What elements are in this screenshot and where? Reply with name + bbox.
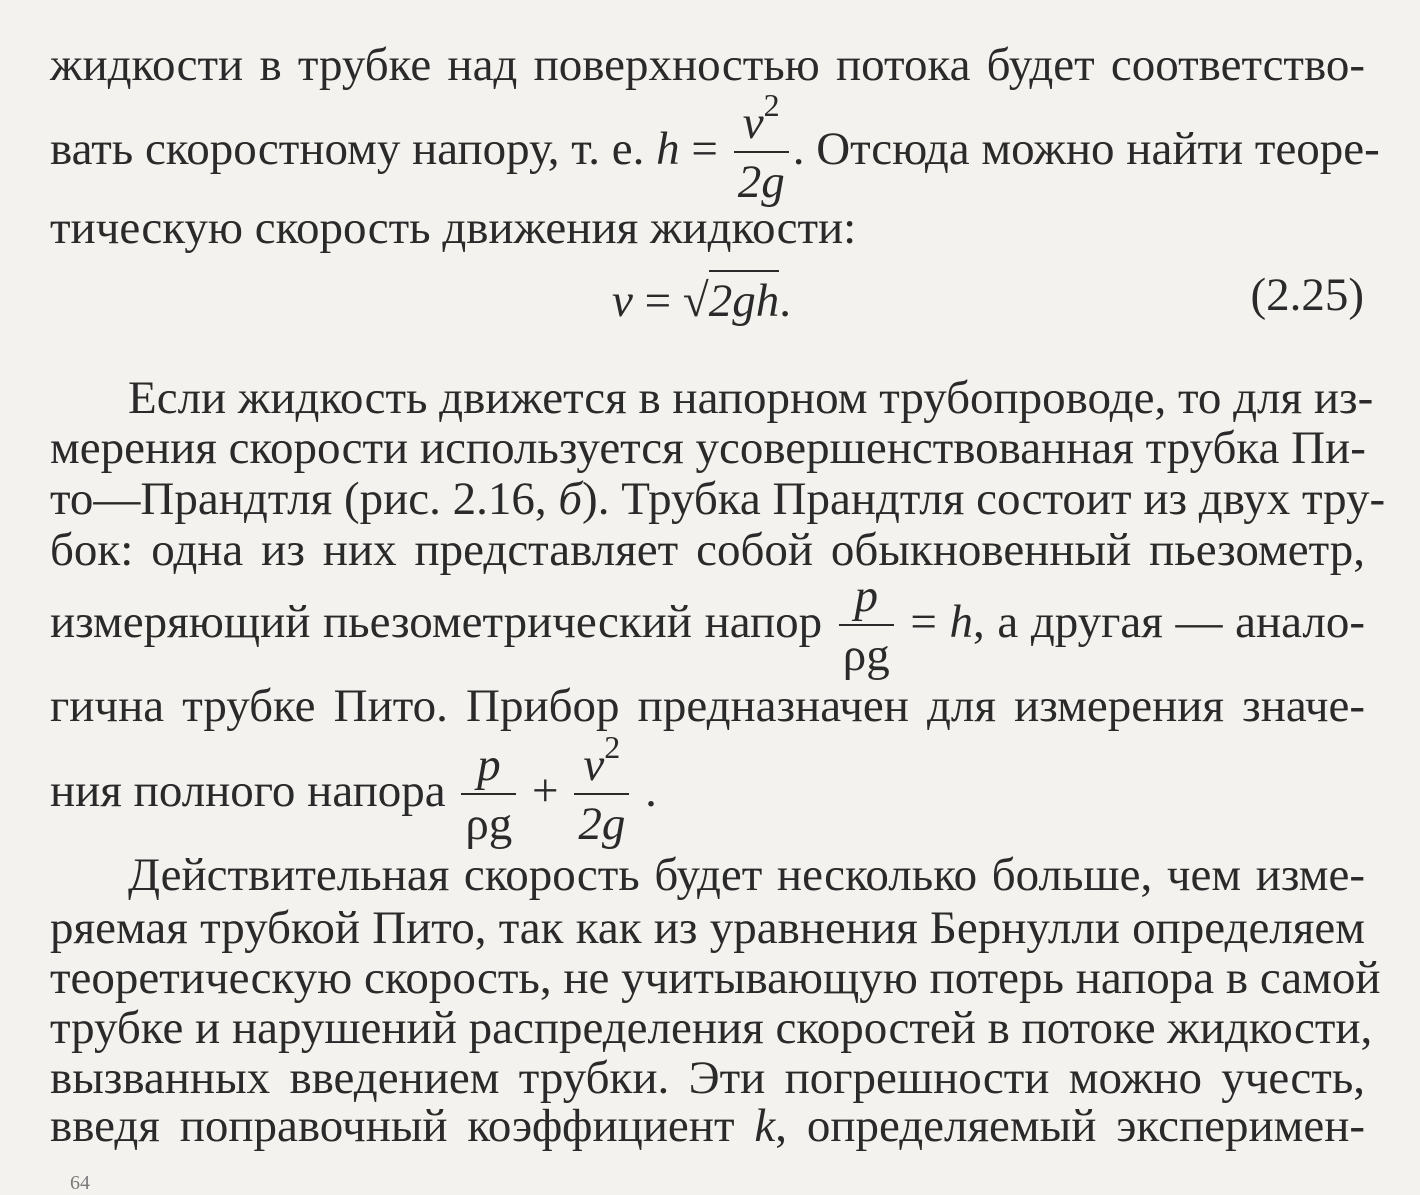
- text: жидкости в трубке над поверхностью потока будет соответство-: [50, 39, 1365, 91]
- paragraph3-line5: [50, 1052, 1365, 1104]
- equals-sign: =: [644, 275, 672, 327]
- variable-h: h: [656, 122, 680, 175]
- text: гична трубке Пито. Прибор предназначен для измерения значе-: [50, 680, 1365, 732]
- paragraph1-line1: [50, 39, 1365, 91]
- exponent: 2: [604, 729, 621, 765]
- paragraph2-line1: [128, 372, 1374, 424]
- equation-formula: [612, 270, 791, 328]
- text: , определяемый эксперимен-: [775, 1100, 1366, 1152]
- radicand-text: 2gh: [708, 275, 780, 327]
- text: трубке и нарушений распределения скоростей в потоке жидкости,: [50, 1002, 1373, 1054]
- paragraph2-line2: [50, 422, 1366, 474]
- denominator: ρg: [465, 798, 513, 850]
- numerator-p: p: [477, 739, 501, 791]
- paragraph3-line4: [50, 1002, 1373, 1054]
- page-number: 64: [70, 1172, 90, 1194]
- numerator-v: v: [583, 739, 605, 791]
- text: , а другая — анало-: [972, 595, 1366, 648]
- paragraph3-line1: [128, 849, 1365, 901]
- denominator: 2g: [578, 798, 626, 850]
- sqrt-sign: √: [682, 275, 709, 327]
- variable-h: h: [949, 595, 973, 648]
- period: .: [645, 764, 657, 817]
- paragraph2-line6: [50, 680, 1365, 732]
- equals-sign: =: [910, 595, 937, 648]
- text: Если жидкость движется в напорном трубопроводе, то для из-: [128, 372, 1374, 424]
- text: ). Трубка Прандтля состоит из двух тру-: [582, 473, 1386, 525]
- text: вать скоростному напору, т. е.: [50, 122, 645, 175]
- fraction-piezometric-head: [839, 570, 894, 681]
- text: бок: одна из них представляет собой обыкновенный пьезометр,: [50, 524, 1365, 576]
- paragraph1-line3: [50, 202, 1365, 254]
- text: Действительная скорость будет несколько больше, чем изме-: [128, 849, 1365, 901]
- equals-sign: =: [691, 122, 718, 175]
- fraction-pressure-head: [461, 739, 516, 850]
- paragraph2-line7: [50, 729, 1365, 850]
- text: . Отсюда можно найти теоре-: [792, 122, 1380, 175]
- paragraph2-line3: [50, 473, 1386, 525]
- paragraph1-line2: [50, 87, 1380, 208]
- fraction-velocity-head-2: [574, 729, 629, 850]
- denominator: ρg: [842, 629, 890, 681]
- equation-number: (2.25): [1250, 269, 1364, 321]
- text: то—Прандтля (рис. 2.16,: [50, 473, 547, 525]
- denominator: 2g: [737, 156, 785, 208]
- equation-2-25: [0, 262, 1420, 332]
- text: измеряющий пьезометрический напор: [50, 595, 823, 648]
- variable-v: v: [612, 275, 633, 327]
- paragraph2-line5: [50, 570, 1366, 681]
- numerator-p: p: [854, 570, 878, 622]
- radicand: [709, 270, 780, 328]
- paragraph2-line4: [50, 524, 1365, 576]
- text: введя поправочный коэффициент: [50, 1100, 735, 1152]
- text: теоретическую скорость, не учитывающую потерь напора в самой: [50, 952, 1381, 1004]
- fraction-velocity-head: [734, 87, 789, 208]
- figure-letter: б: [558, 473, 583, 525]
- paragraph3-line2: [50, 902, 1365, 954]
- variable-k: k: [754, 1100, 776, 1152]
- numerator-v: v: [742, 97, 764, 149]
- text: вызванных введением трубки. Эти погрешности можно учесть,: [50, 1052, 1365, 1104]
- text: мерения скорости используется усовершенствованная трубка Пи-: [50, 422, 1366, 474]
- text: ния полного напора: [50, 764, 446, 817]
- paragraph3-line6: [50, 1100, 1366, 1152]
- paragraph3-line3: [50, 952, 1381, 1004]
- text: ряемая трубкой Пито, так как из уравнения Бернулли определяем: [50, 902, 1365, 954]
- exponent: 2: [763, 87, 780, 123]
- period: .: [779, 275, 791, 327]
- plus-sign: +: [532, 764, 559, 817]
- text: тическую скорость движения жидкости:: [50, 202, 857, 254]
